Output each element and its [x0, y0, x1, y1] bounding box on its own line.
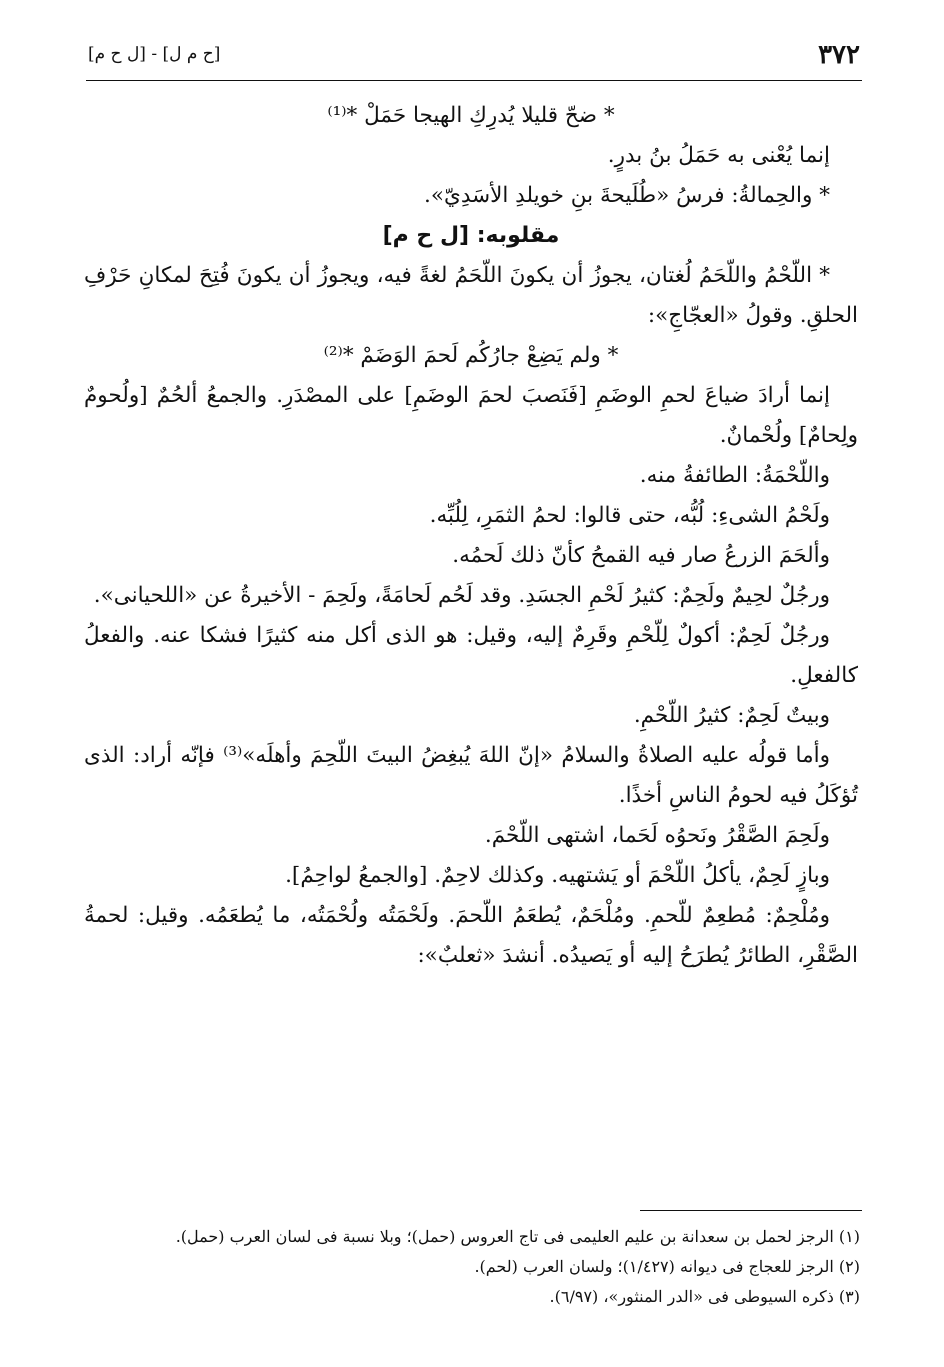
page-number: ٣٧٢: [818, 40, 860, 70]
paragraph: وأما قولُه عليه الصلاةُ والسلامُ «إنّ اللهَ يُبغِضُ البيتَ اللّحِمَ وأهلَه»⁽³⁾ فإنّه أراد: الذى تُؤكَلُ فيه لحومُ الناسِ أخذًا.: [84, 743, 858, 808]
paragraph: وبازٍ لَحِمٌ، يأكلُ اللّحْمَ أو يَشتهيه. وكذلك لاحِمٌ. [والجمعُ لواحِمُ].: [285, 863, 830, 888]
paragraph: ولَحْمُ الشىءِ: لُبُّه، حتى قالوا: لحمُ الثمَرِ، لِلُبِّه.: [429, 503, 830, 528]
verse-line: * ولم يَضِعْ جارُكُم لَحمَ الوَضَمْ *⁽²⁾: [323, 343, 619, 368]
paragraph: ولَحِمَ الصَّقْرُ ونَحوُه لَحَما، اشتهى اللّحْمَ.: [484, 823, 830, 848]
paragraph: ورجُلٌ لحِيمٌ ولَحِمٌ: كثيرُ لَحْمِ الجسَدِ. وقد لَحُم لَحامَةً، ولَحِمَ - الأخيرةُ عن «اللحيانى».: [93, 583, 830, 608]
paragraph: إنما أرادَ ضياعَ لحمِ الوضَمِ [فَنَصبَ لحمَ الوضَمِ] على المصْدَرِ. والجمعُ ألحُمٌ [ولُحومٌ ولِحامٌ] ولُحْمانٌ.: [84, 383, 858, 448]
section-heading: مقلوبه: [ل ح م]: [382, 223, 560, 248]
paragraph: ورجُلٌ لَحِمٌ: أكولٌ لِلّحْمِ وقَرِمٌ إليه، وقيل: هو الذى أكل منه كثيرًا فشكا عنه. والفعلُ كالفعلِ.: [84, 623, 858, 688]
footnotes: [84, 1222, 860, 1312]
paragraph: * والحِمالةُ: فرسُ «طُلَيحةَ بنِ خويلدِ الأسَدِيّ».: [424, 183, 830, 208]
paragraph: وألحَمَ الزرعُ صار فيه القمحُ كأنّ ذلك لَحمُه.: [452, 543, 830, 568]
running-title: [ح م ل] - [ل ح م]: [88, 44, 221, 64]
footnote: (١) الرجز لحمل بن سعدانة بن عليم العليمى فى تاج العروس (حمل)؛ وبلا نسبة فى لسان العرب (حمل).: [175, 1227, 860, 1246]
footnote: (٢) الرجز للعجاج فى ديوانه (١/٤٢٧)؛ ولسان العرب (لحم).: [474, 1257, 860, 1276]
paragraph: ومُلْحِمٌ: مُطعِمٌ للّحمِ. ومُلْحَمٌ، يُطعَمُ اللّحمَ. ولَحْمَتُه ولُحْمَتُه، ما يُطعَمُه. وقيل: لحمةُ الصَّقْرِ، الطائرُ يُطرَحُ إليه أو يَصيدُه. أنشدَ «ثعلبٌ»:: [84, 903, 858, 968]
header-divider: [86, 80, 862, 81]
paragraph: وبيتٌ لَحِمٌ: كثيرُ اللّحْمِ.: [633, 703, 830, 728]
paragraph: واللّحْمَةُ: الطائفةُ منه.: [639, 463, 830, 488]
paragraph: * اللّحْمُ واللّحَمُ لُغتان، يجوزُ أن يكونَ اللّحَمُ لغةً فيه، ويجوزُ أن يكونَ فُتِحَ لمكانِ حَرْفِ الحلقِ. وقولُ «العجّاجِ»:: [84, 263, 858, 328]
verse-line: * ضحّ قليلا يُدرِكِ الهيجا حَمَلْ *⁽¹⁾: [327, 103, 615, 128]
footnote: (٣) ذكره السيوطى فى «الدر المنثور»، (٦/٩٧).: [549, 1287, 860, 1306]
body-text: [84, 96, 858, 976]
paragraph: إنما يُعْنى به حَمَلُ بنُ بدرٍ.: [607, 143, 830, 168]
footnote-divider: [640, 1210, 862, 1211]
